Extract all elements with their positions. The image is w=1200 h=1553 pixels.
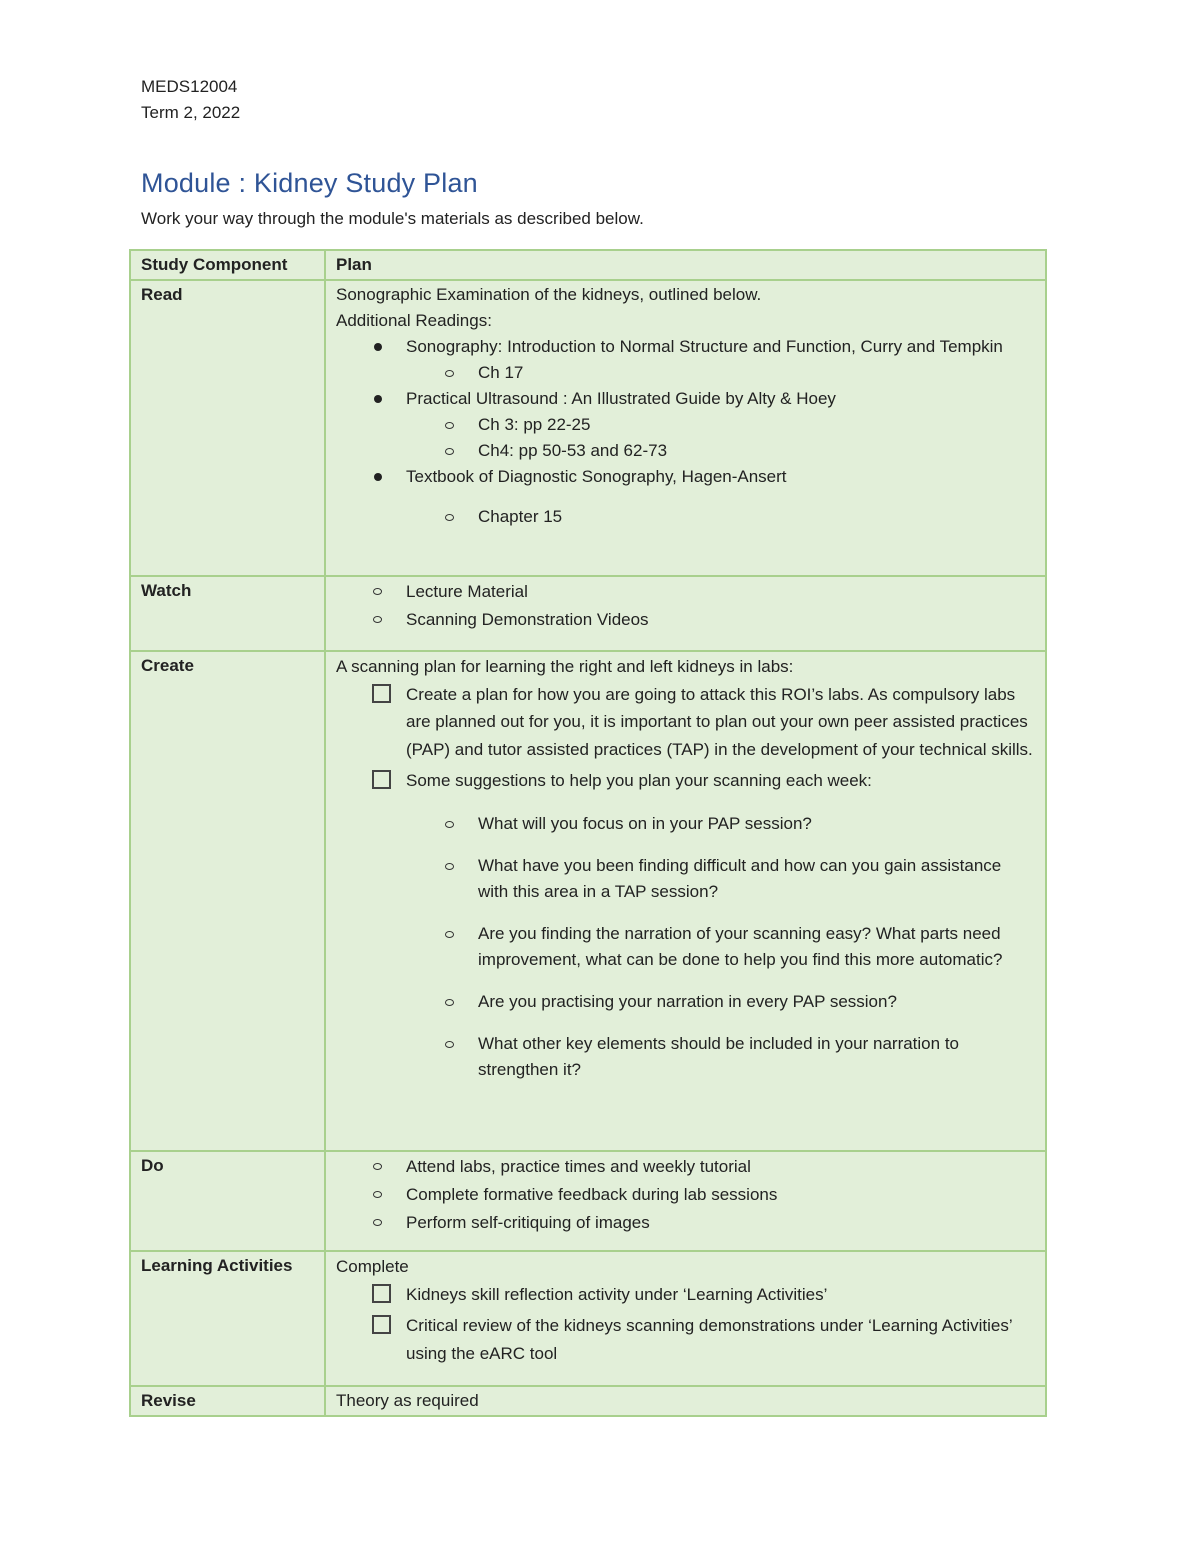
table-row-create [130,651,1046,1151]
list-item: What other key elements should be included in your narration to strengthen it? [478,1031,1035,1083]
checkbox-icon [372,1315,391,1334]
row-content-revise: Theory as required [325,1386,1046,1416]
circle-bullet-icon [445,422,454,429]
bullet-icon [374,343,382,351]
circle-bullet-icon [445,999,454,1006]
col-header-plan: Plan [325,250,1046,280]
list-item: Ch 3: pp 22-25 [478,412,1035,438]
table-row-revise [130,1386,1046,1416]
list-item: Are you finding the narration of your scanning easy? What parts need improvement, what can be done to help you find this more automatic? [478,921,1035,973]
create-questions [336,811,1035,1083]
learning-intro: Complete [336,1257,409,1276]
list-item: Textbook of Diagnostic Sonography, Hagen-Ansert [406,464,1035,490]
list-item: Complete formative feedback during lab sessions [406,1181,1035,1209]
reading-sublist [336,360,1035,386]
list-item: Kidneys skill reflection activity under ‘Learning Activities’ [406,1281,1035,1309]
course-code: MEDS12004 [141,77,238,96]
list-item: What have you been finding difficult and how can you gain assistance with this area in a TAP session? [478,853,1035,905]
watch-list [336,578,1035,634]
create-intro: A scanning plan for learning the right and left kidneys in labs: [336,657,794,676]
read-line-2: Additional Readings: [336,311,492,330]
circle-bullet-icon [373,1219,382,1226]
list-item: Scanning Demonstration Videos [406,606,1035,634]
list-item: Attend labs, practice times and weekly tutorial [406,1153,1035,1181]
circle-bullet-icon [445,1041,454,1048]
table-row-read [130,280,1046,576]
reading-sublist [336,412,1035,464]
table-header-row [130,250,1046,280]
list-item: What will you focus on in your PAP session? [478,811,1035,837]
list-item: Lecture Material [406,578,1035,606]
circle-bullet-icon [373,1163,382,1170]
circle-bullet-icon [445,448,454,455]
row-label-watch: Watch [130,576,325,651]
list-item: Sonography: Introduction to Normal Structure and Function, Curry and Tempkin [406,334,1035,360]
bullet-icon [374,395,382,403]
study-plan-table [129,249,1047,1417]
list-item: Practical Ultrasound : An Illustrated Guide by Alty & Hoey [406,386,1035,412]
list-item: Critical review of the kidneys scanning demonstrations under ‘Learning Activities’ using the eARC tool [406,1312,1035,1368]
circle-bullet-icon [445,370,454,377]
list-item: Create a plan for how you are going to attack this ROI’s labs. As compulsory labs are planned out for you, it is important to plan out your own peer assisted practices (PAP) and tutor assisted practices (TAP) in the development of your technical skills. [406,681,1035,764]
row-content-create [325,651,1046,1151]
checkbox-icon [372,684,391,703]
term: Term 2, 2022 [141,103,241,122]
table-row-watch [130,576,1046,651]
row-content-do [325,1151,1046,1251]
row-label-create: Create [130,651,325,1151]
create-checklist [336,681,1035,795]
row-label-revise: Revise [130,1386,325,1416]
circle-bullet-icon [373,1191,382,1198]
checkbox-icon [372,770,391,789]
list-item: Ch4: pp 50-53 and 62-73 [478,438,1035,464]
table-row-do [130,1151,1046,1251]
row-content-learning-activities [325,1251,1046,1386]
list-item: Ch 17 [478,360,1035,386]
circle-bullet-icon [445,931,454,938]
row-content-watch [325,576,1046,651]
learning-checklist [336,1281,1035,1368]
circle-bullet-icon [373,588,382,595]
col-header-component: Study Component [130,250,325,280]
row-label-do: Do [130,1151,325,1251]
bullet-icon [374,473,382,481]
document-header [141,74,240,126]
list-item: Perform self-critiquing of images [406,1209,1035,1237]
reading-list [336,386,1035,412]
circle-bullet-icon [445,821,454,828]
reading-list [336,334,1035,360]
reading-sublist [336,504,1035,530]
reading-list [336,464,1035,490]
circle-bullet-icon [445,514,454,521]
row-label-learning-activities: Learning Activities [130,1251,325,1386]
list-item: Are you practising your narration in every PAP session? [478,989,1035,1015]
list-item: Some suggestions to help you plan your scanning each week: [406,767,1035,795]
read-line-1: Sonographic Examination of the kidneys, outlined below. [336,285,762,304]
do-list [336,1153,1035,1237]
page-title: Module : Kidney Study Plan [141,168,478,198]
list-item: Chapter 15 [478,504,1035,530]
row-content-read [325,280,1046,576]
page-subtitle: Work your way through the module's materials as described below. [141,209,644,228]
table-row-learning-activities [130,1251,1046,1386]
circle-bullet-icon [445,863,454,870]
checkbox-icon [372,1284,391,1303]
row-label-read: Read [130,280,325,576]
circle-bullet-icon [373,616,382,623]
